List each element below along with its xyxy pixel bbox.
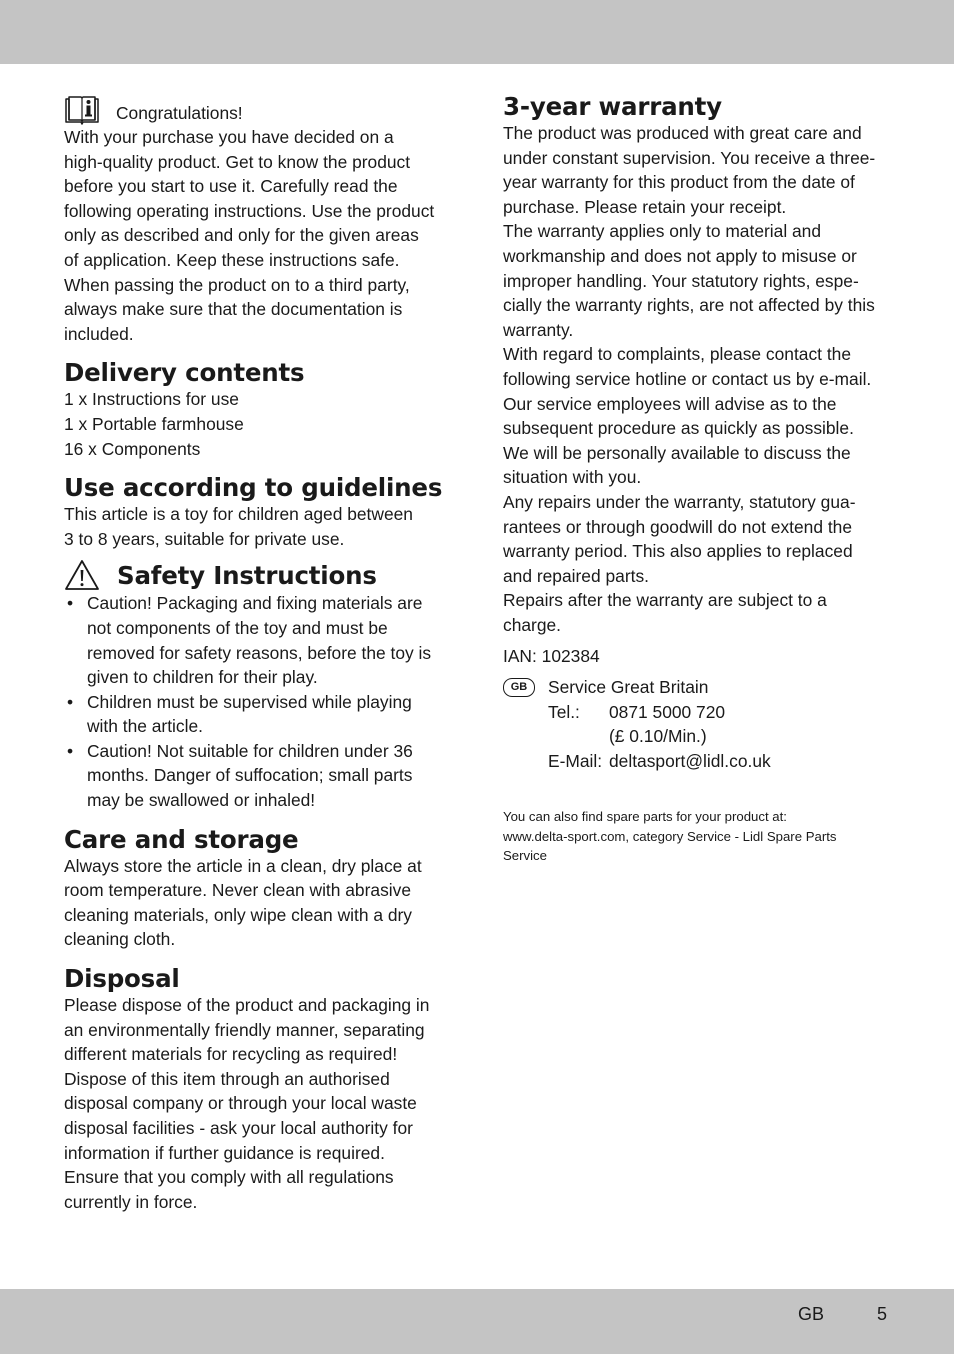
header-band (0, 0, 954, 64)
delivery-item: 1 x Portable farmhouse (64, 413, 244, 434)
service-details (548, 675, 771, 773)
page-number: 5 (877, 1304, 888, 1324)
info-book-icon (64, 95, 100, 125)
ian-number: IAN: 102384 (503, 646, 600, 667)
warranty-heading: 3-year warranty (503, 92, 722, 121)
safety-list (64, 591, 448, 812)
email-address: deltasport@lidl.co.uk (609, 750, 771, 771)
care-heading: Care and storage (64, 824, 299, 854)
use-heading: Use according to guidelines (64, 473, 443, 503)
tel-rate: (£ 0.10/Min.) (609, 726, 707, 747)
safety-heading: Safety Instructions (117, 560, 377, 590)
list-item: • Caution! Packaging and fixing materials are not components of the toy and must be removed for safety reasons, before the toy is given to children for their play. (64, 591, 448, 689)
tel-label: Tel.: (548, 701, 580, 722)
intro-text: With your purchase you have decided on a high-quality product. Get to know the product before you start to use it. Carefully read the following operating instructions. Use the product only as described and only for the given areas of application. Keep these instructions safe. When passing the product on to a third party, always make sure that the documentation is included. (64, 127, 435, 344)
disposal-heading: Disposal (64, 964, 180, 994)
intro-heading-row (64, 92, 448, 125)
service-email-row (548, 749, 771, 774)
care-text: Always store the article in a clean, dry place at room temperature. Never clean with abrasive cleaning materials, only wipe clean with a dry cleaning cloth. (64, 855, 422, 950)
disposal-text: Please dispose of the product and packaging in an environmentally friendly manner, separating different materials for recycling as required! Dispose of this item through an authorised disposal company or through your local waste disposal facilities - ask your local authority for information if further guidance is required. Ensure that you comply with all regulations currently in force. (64, 995, 430, 1212)
delivery-heading: Delivery contents (64, 358, 305, 388)
delivery-item: 1 x Instructions for use (64, 389, 239, 410)
delivery-item: 16 x Components (64, 438, 201, 459)
use-text: This article is a toy for children aged between 3 to 8 years, suitable for private use. (64, 504, 413, 549)
list-item: • Caution! Not suitable for children under 36 months. Danger of suffocation; small parts may be swallowed or inhaled! (64, 739, 448, 813)
list-item: • Children must be supervised while playing with the article. (64, 690, 448, 739)
email-label: E-Mail: (548, 750, 603, 771)
service-rate-row (548, 724, 771, 749)
spare-parts-note: You can also find spare parts for your product at: www.delta-sport.com, category Service - Lidl Spare Parts Service (503, 809, 837, 864)
service-title: Service Great Britain (548, 677, 709, 698)
warning-triangle-icon (64, 559, 100, 591)
intro-title: Congratulations! (116, 103, 243, 123)
service-tel-row (548, 700, 771, 725)
tel-number: 0871 5000 720 (609, 701, 726, 722)
safety-heading-row (64, 559, 448, 591)
right-column (503, 92, 893, 879)
left-column (64, 92, 448, 1214)
service-block (503, 675, 893, 773)
warranty-text: The product was produced with great care and under constant supervision. You receive a three- year warranty for this product from the date of purchase. Please retain your receipt. The warranty applies only to material and workmanship and does not apply to misuse or improper handling. Your statutory rights, espe- cially the warranty rights, are not affected by this warranty. With regard to complaints, please contact the following service hotline or contact us by e-mail. Our service employees will advise as to the subsequent procedure as quickly as possible. We will be personally available to discuss the situation with you. Any repairs under the warranty, statutory gua- rantees or through goodwill do not extend the warranty period. This also applies to replaced and repaired parts. Repairs after the warranty are subject to a charge. (503, 123, 876, 635)
gb-country-badge: GB (503, 678, 535, 697)
footer-language: GB (798, 1304, 825, 1324)
